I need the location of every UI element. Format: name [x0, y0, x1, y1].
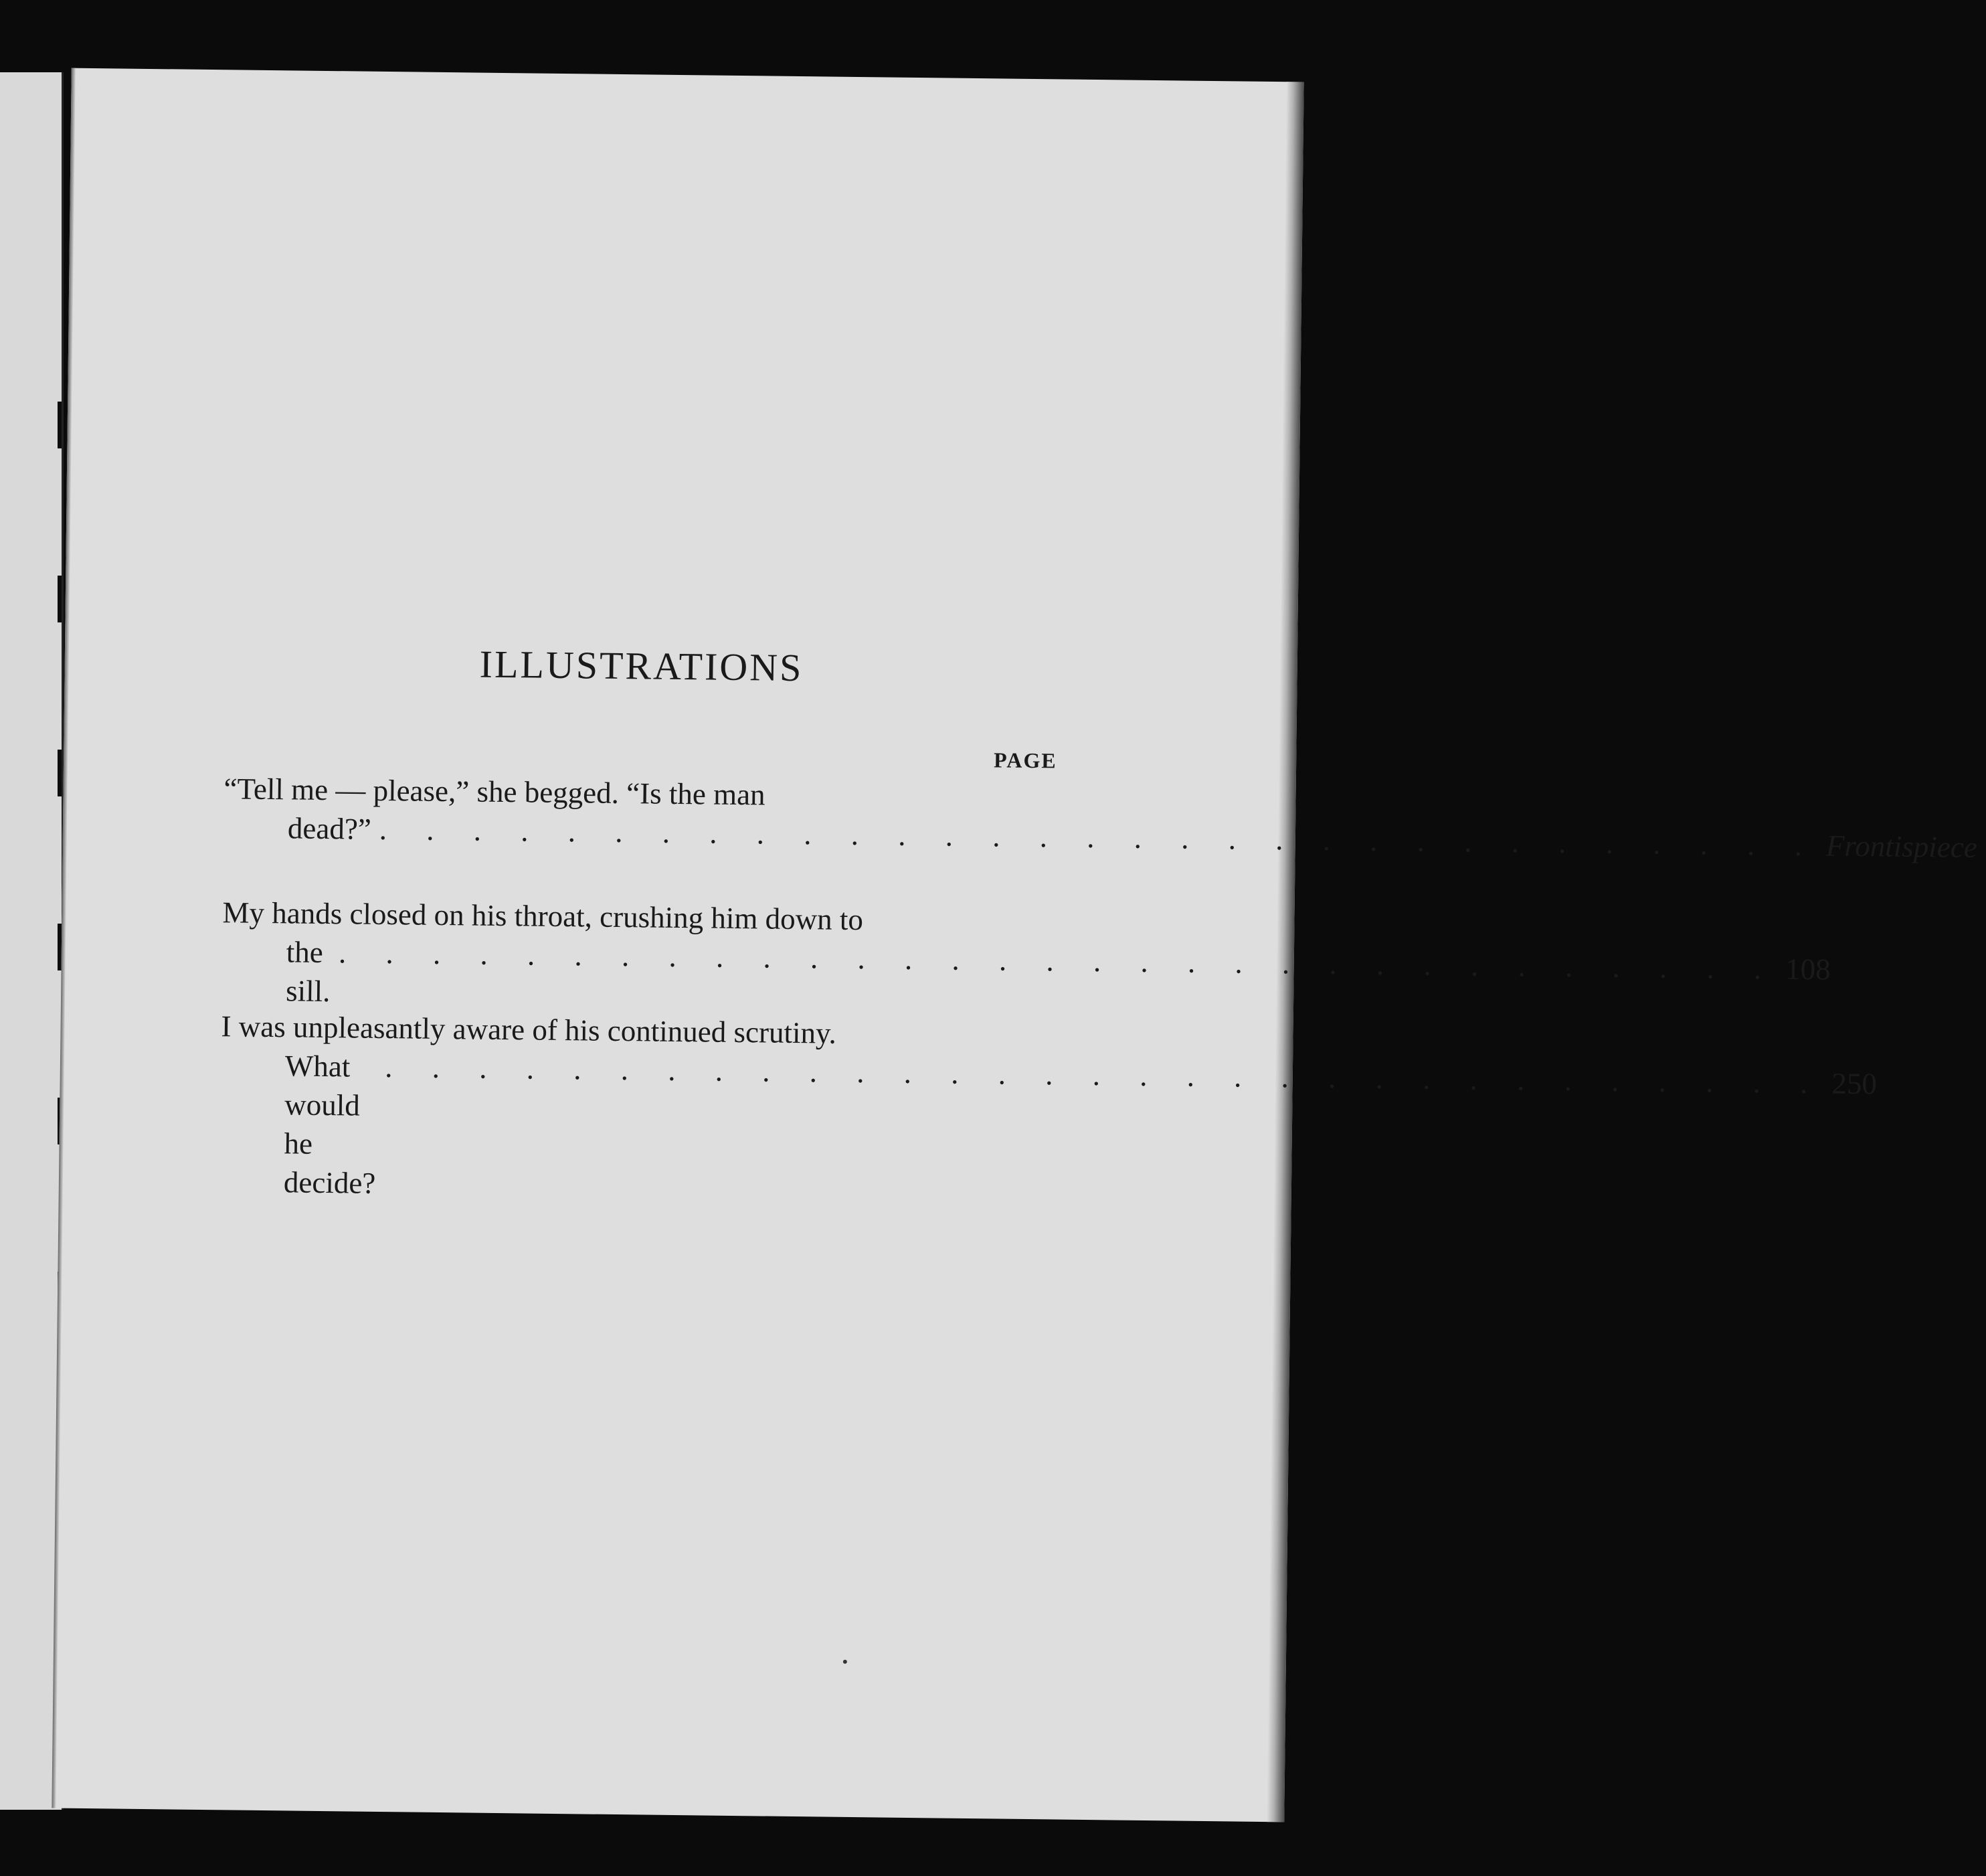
page-content	[52, 68, 1978, 1822]
illustration-entry	[223, 769, 1978, 865]
illustration-entry	[221, 893, 1831, 1019]
entry-caption-line1: “Tell me — please,” she begged. “Is the man	[223, 772, 765, 812]
entry-caption-line2: What would he decide?	[283, 1049, 376, 1200]
entry-caption-line2: dead?”	[287, 811, 372, 846]
book-page	[52, 68, 1978, 1822]
dot-leader: . . . . . . . . . . . . . . . . . . . . . . . . . . . . . . .	[338, 936, 1778, 986]
entry-page-ref: 108	[1785, 952, 1831, 987]
entry-caption-line1: I was unpleasantly aware of his continued scrutiny.	[221, 1009, 837, 1050]
entry-page-ref: Frontispiece	[1825, 829, 1978, 865]
page-column-header: PAGE	[993, 748, 1057, 773]
entry-page-ref: 250	[1831, 1066, 1878, 1101]
dot-leader: . . . . . . . . . . . . . . . . . . . . . . . . . . . . . . .	[379, 812, 1819, 863]
entry-caption-line2-row	[221, 932, 1831, 1019]
dot-leader: . . . . . . . . . . . . . . . . . . . . . . . . . . . . . . .	[385, 1050, 1824, 1100]
illustration-entry	[219, 1007, 1878, 1211]
page-title: ILLUSTRATIONS	[479, 642, 804, 690]
paper-speck	[843, 1660, 847, 1664]
entry-caption-line2: the sill.	[285, 935, 331, 1009]
entry-caption-line2-row	[219, 1045, 1878, 1211]
entry-caption-line1: My hands closed on his throat, crushing him down to	[222, 896, 864, 937]
